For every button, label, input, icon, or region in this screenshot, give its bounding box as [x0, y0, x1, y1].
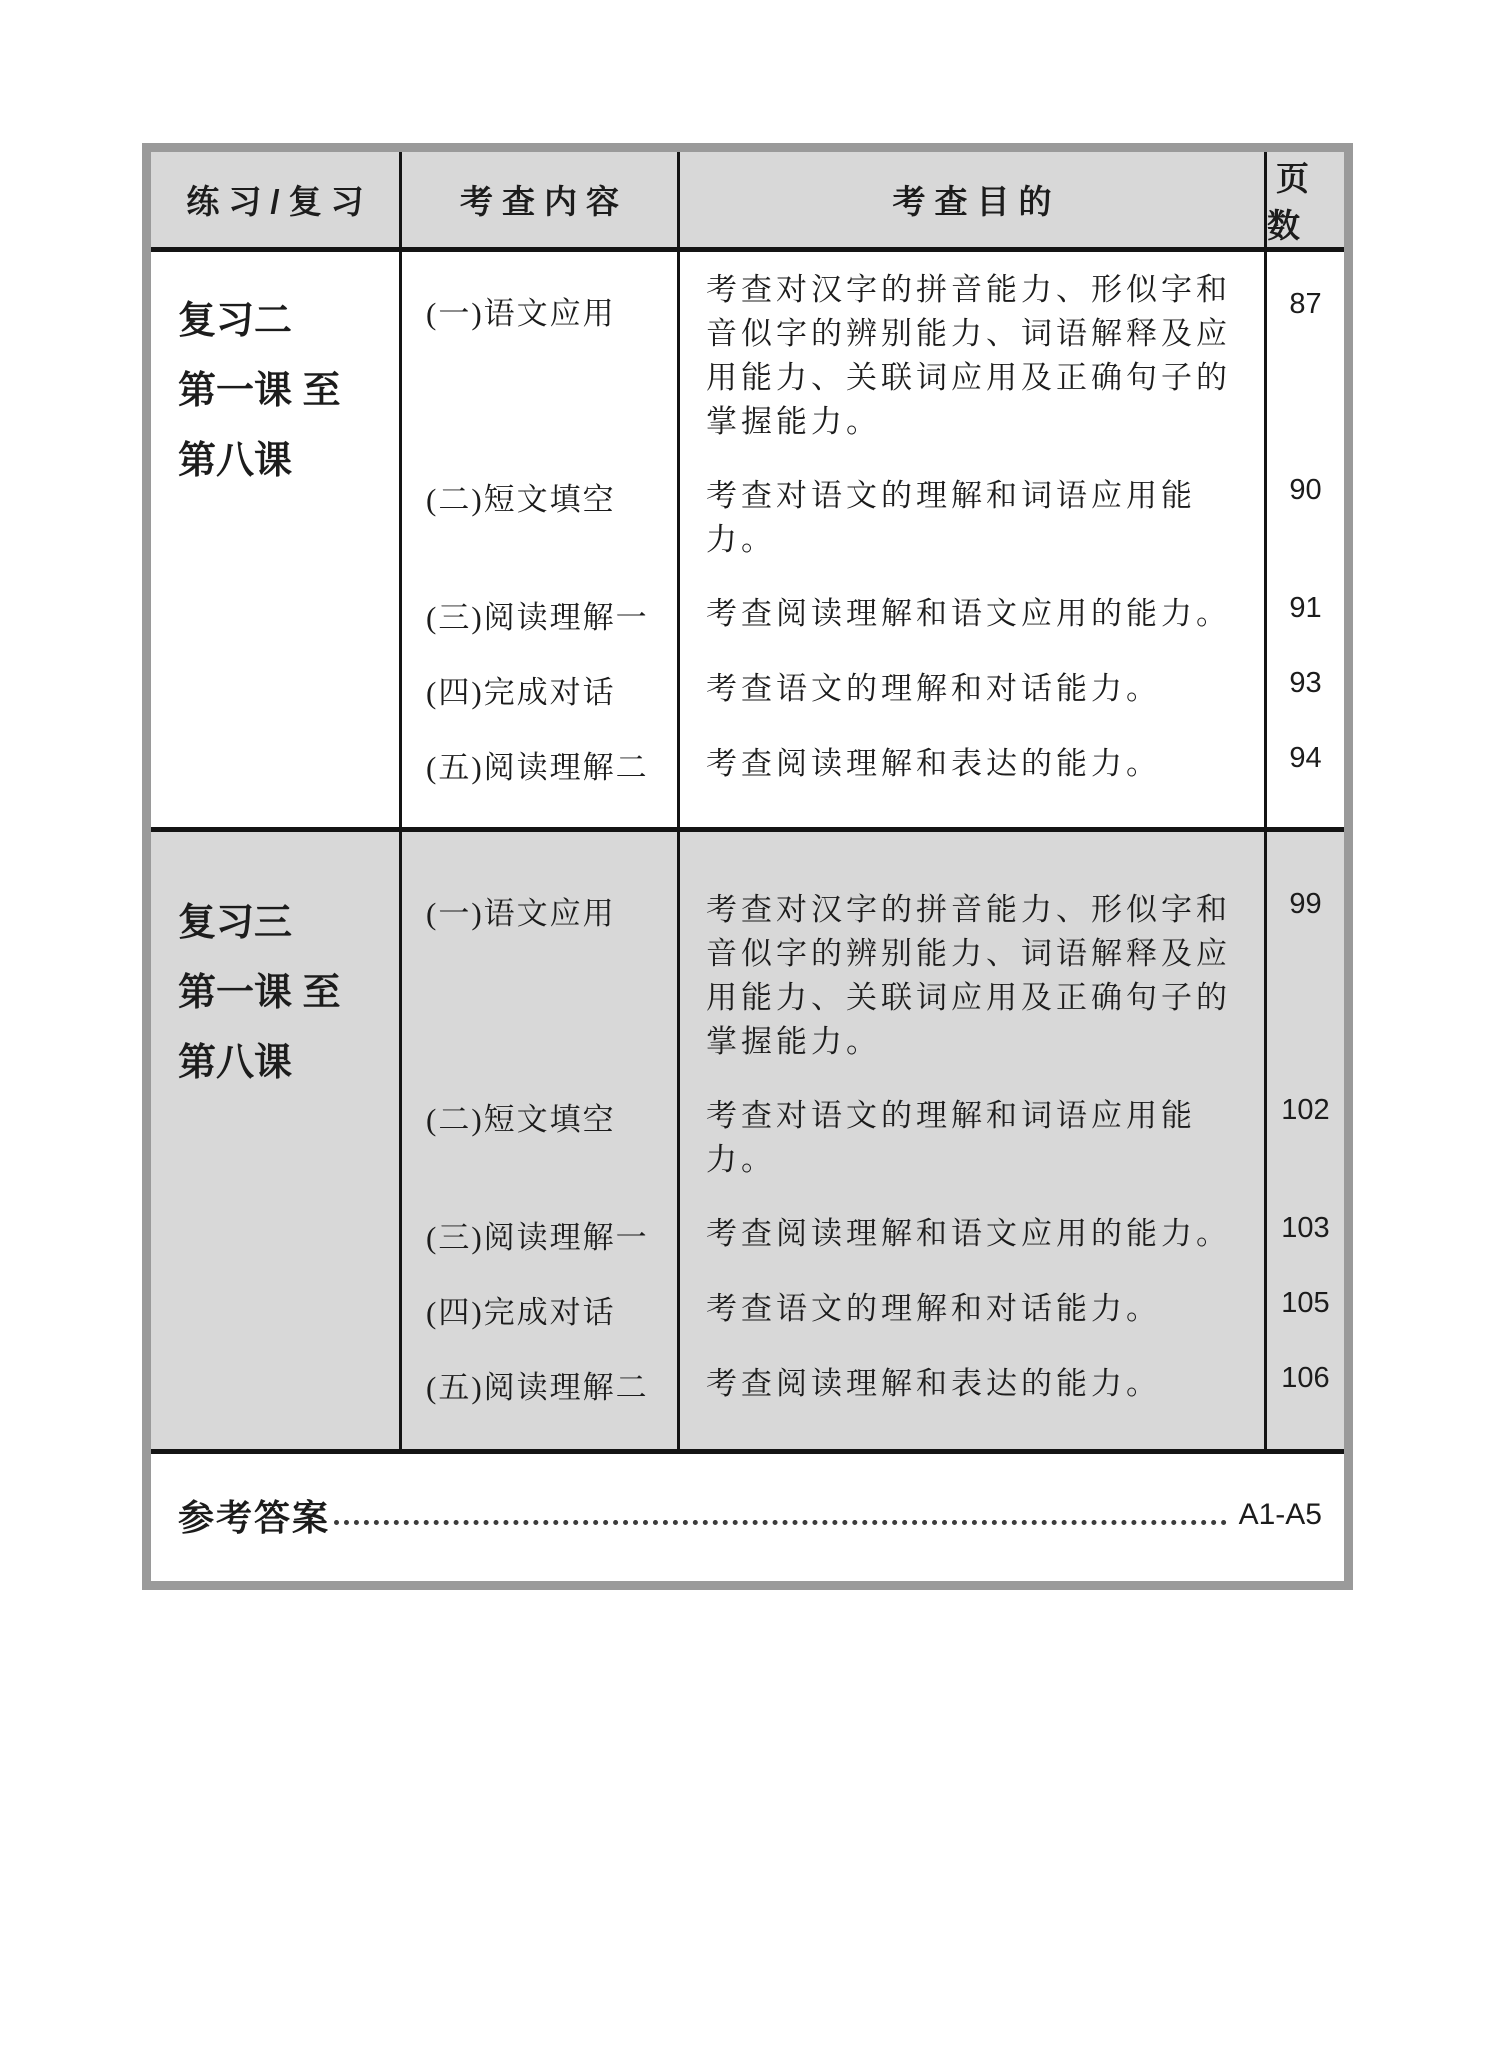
group-review-2: [151, 252, 1344, 832]
page-cell: 103: [1281, 1212, 1330, 1244]
purpose-cell: 考查阅读理解和表达的能力。: [680, 726, 1267, 827]
answers-footer-row: [151, 1454, 1344, 1581]
purpose-cell: 考查对汉字的拼音能力、形似字和音似字的辨别能力、词语解释及应用能力、关联词应用及正确句子的掌握能力。: [680, 832, 1267, 1078]
group-label: [151, 252, 402, 827]
page-cell: 99: [1289, 888, 1322, 920]
content-cell: (五)阅读理解二: [402, 1346, 680, 1449]
group-review-3: [151, 832, 1344, 1454]
content-cell: (二)短文填空: [402, 458, 680, 576]
content-cell: (二)短文填空: [402, 1078, 680, 1196]
page-cell: 87: [1289, 288, 1322, 320]
content-cell: (四)完成对话: [402, 651, 680, 726]
table-header-row: [151, 152, 1344, 252]
page-cell: 94: [1289, 742, 1322, 774]
group-label-line: 第一课 至: [178, 370, 341, 412]
group-label-line: 第八课: [178, 1042, 293, 1084]
page-cell: 105: [1281, 1287, 1330, 1319]
group-label-line: 复习二: [178, 300, 293, 342]
content-cell: (一)语文应用: [402, 832, 680, 1078]
group-label-line: 第一课 至: [178, 972, 341, 1014]
purpose-cell: 考查阅读理解和语文应用的能力。: [680, 1196, 1267, 1271]
page-cell: 90: [1289, 474, 1322, 506]
content-cell: (四)完成对话: [402, 1271, 680, 1346]
purpose-cell: 考查阅读理解和表达的能力。: [680, 1346, 1267, 1449]
content-cell: (一)语文应用: [402, 252, 680, 458]
contents-table: [142, 143, 1353, 1590]
purpose-cell: 考查对汉字的拼音能力、形似字和音似字的辨别能力、词语解释及应用能力、关联词应用及正确句子的掌握能力。: [680, 252, 1267, 458]
dotted-leader: [334, 1490, 1227, 1525]
header-exercise-review: 练习/复习: [151, 152, 402, 247]
page-cell: 106: [1281, 1362, 1330, 1394]
header-exam-purpose: 考查目的: [680, 152, 1267, 247]
answers-label: 参考答案: [178, 1497, 331, 1538]
purpose-cell: 考查阅读理解和语文应用的能力。: [680, 576, 1267, 651]
group-label-line: 复习三: [178, 902, 293, 944]
content-cell: (三)阅读理解一: [402, 576, 680, 651]
answers-page-ref: A1-A5: [1238, 1498, 1322, 1531]
purpose-cell: 考查对语文的理解和词语应用能力。: [680, 1078, 1267, 1196]
page-cell: 91: [1289, 592, 1322, 624]
purpose-cell: 考查语文的理解和对话能力。: [680, 1271, 1267, 1346]
purpose-cell: 考查语文的理解和对话能力。: [680, 651, 1267, 726]
header-exam-content: 考查内容: [402, 152, 680, 247]
content-cell: (五)阅读理解二: [402, 726, 680, 827]
page-cell: 93: [1289, 667, 1322, 699]
header-page-number: 页数: [1267, 159, 1318, 244]
group-label: [151, 832, 402, 1449]
group-label-line: 第八课: [178, 440, 293, 482]
content-cell: (三)阅读理解一: [402, 1196, 680, 1271]
purpose-cell: 考查对语文的理解和词语应用能力。: [680, 458, 1267, 576]
page-cell: 102: [1281, 1094, 1330, 1126]
